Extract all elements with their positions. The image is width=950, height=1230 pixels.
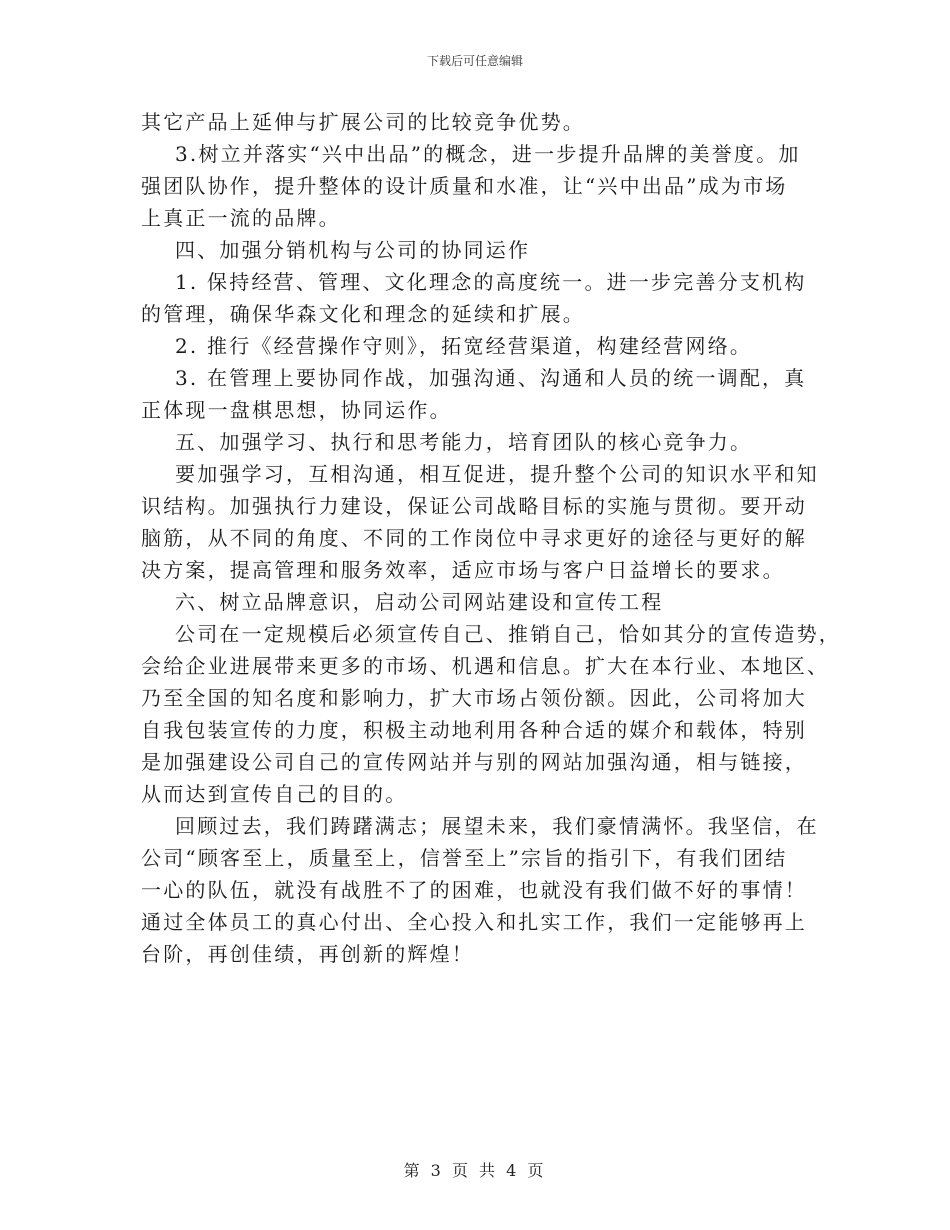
text-line: 回顾过去，我们踌躇满志；展望未来，我们豪情满怀。我坚信，在 — [175, 814, 819, 838]
text-line: 四、加强分销机构与公司的协同运作 — [175, 238, 531, 262]
text-line: 2. 推行《经营操作守则》，拓宽经营渠道，构建经营网络。 — [175, 334, 753, 358]
text-line: 台阶，再创佳绩，再创新的辉煌！ — [141, 942, 474, 966]
text-line: 识结构。加强执行力建设，保证公司战略目标的实施与贯彻。要开动 — [141, 494, 807, 518]
text-line: 会给企业进展带来更多的市场、机遇和信息。扩大在本行业、本地区、 — [141, 654, 830, 678]
text-line: 强团队协作，提升整体的设计质量和水准，让“兴中出品”成为市场 — [141, 174, 788, 198]
text-line: 六、树立品牌意识，启动公司网站建设和宣传工程 — [175, 590, 664, 614]
text-line: 自我包装宣传的力度，积极主动地利用各种合适的媒介和载体，特别 — [141, 718, 807, 742]
text-line: 的管理，确保华森文化和理念的延续和扩展。 — [141, 302, 585, 326]
text-line: 正体现一盘棋思想，协同运作。 — [141, 398, 452, 422]
text-line: 一心的队伍，就没有战胜不了的困难，也就没有我们做不好的事情！ — [141, 878, 807, 902]
text-line: 3. 在管理上要协同作战，加强沟通、沟通和人员的统一调配，真 — [175, 366, 807, 390]
page-number-footer: 第 3 页 共 4 页 — [403, 1161, 547, 1180]
text-line: 脑筋，从不同的角度、不同的工作岗位中寻求更好的途径与更好的解 — [141, 526, 807, 550]
text-line: 五、加强学习、执行和思考能力，培育团队的核心竞争力。 — [175, 430, 753, 454]
text-line: 上真正一流的品牌。 — [141, 206, 341, 230]
text-line: 乃至全国的知名度和影响力，扩大市场占领份额。因此，公司将加大 — [141, 686, 807, 710]
text-line: 是加强建设公司自己的宣传网站并与别的网站加强沟通，相与链接， — [141, 750, 807, 774]
document-body — [141, 106, 841, 970]
text-line: 要加强学习，互相沟通，相互促进，提升整个公司的知识水平和知 — [175, 462, 819, 486]
text-line: 公司在一定规模后必须宣传自己、推销自己，恰如其分的宣传造势， — [175, 622, 841, 646]
page-header-note: 下载后可任意编辑 — [426, 54, 523, 68]
text-line: 其它产品上延伸与扩展公司的比较竞争优势。 — [141, 110, 585, 134]
text-line: 决方案，提高管理和服务效率，适应市场与客户日益增长的要求。 — [141, 558, 785, 582]
text-line: 3.树立并落实“兴中出品”的概念，进一步提升品牌的美誉度。加 — [175, 142, 801, 166]
text-line: 公司“顾客至上，质量至上，信誉至上”宗旨的指引下，有我们团结 — [141, 846, 788, 870]
text-line: 1. 保持经营、管理、文化理念的高度统一。进一步完善分支机构 — [175, 270, 807, 294]
text-line: 通过全体员工的真心付出、全心投入和扎实工作，我们一定能够再上 — [141, 910, 807, 934]
text-line: 从而达到宣传自己的目的。 — [141, 782, 408, 806]
